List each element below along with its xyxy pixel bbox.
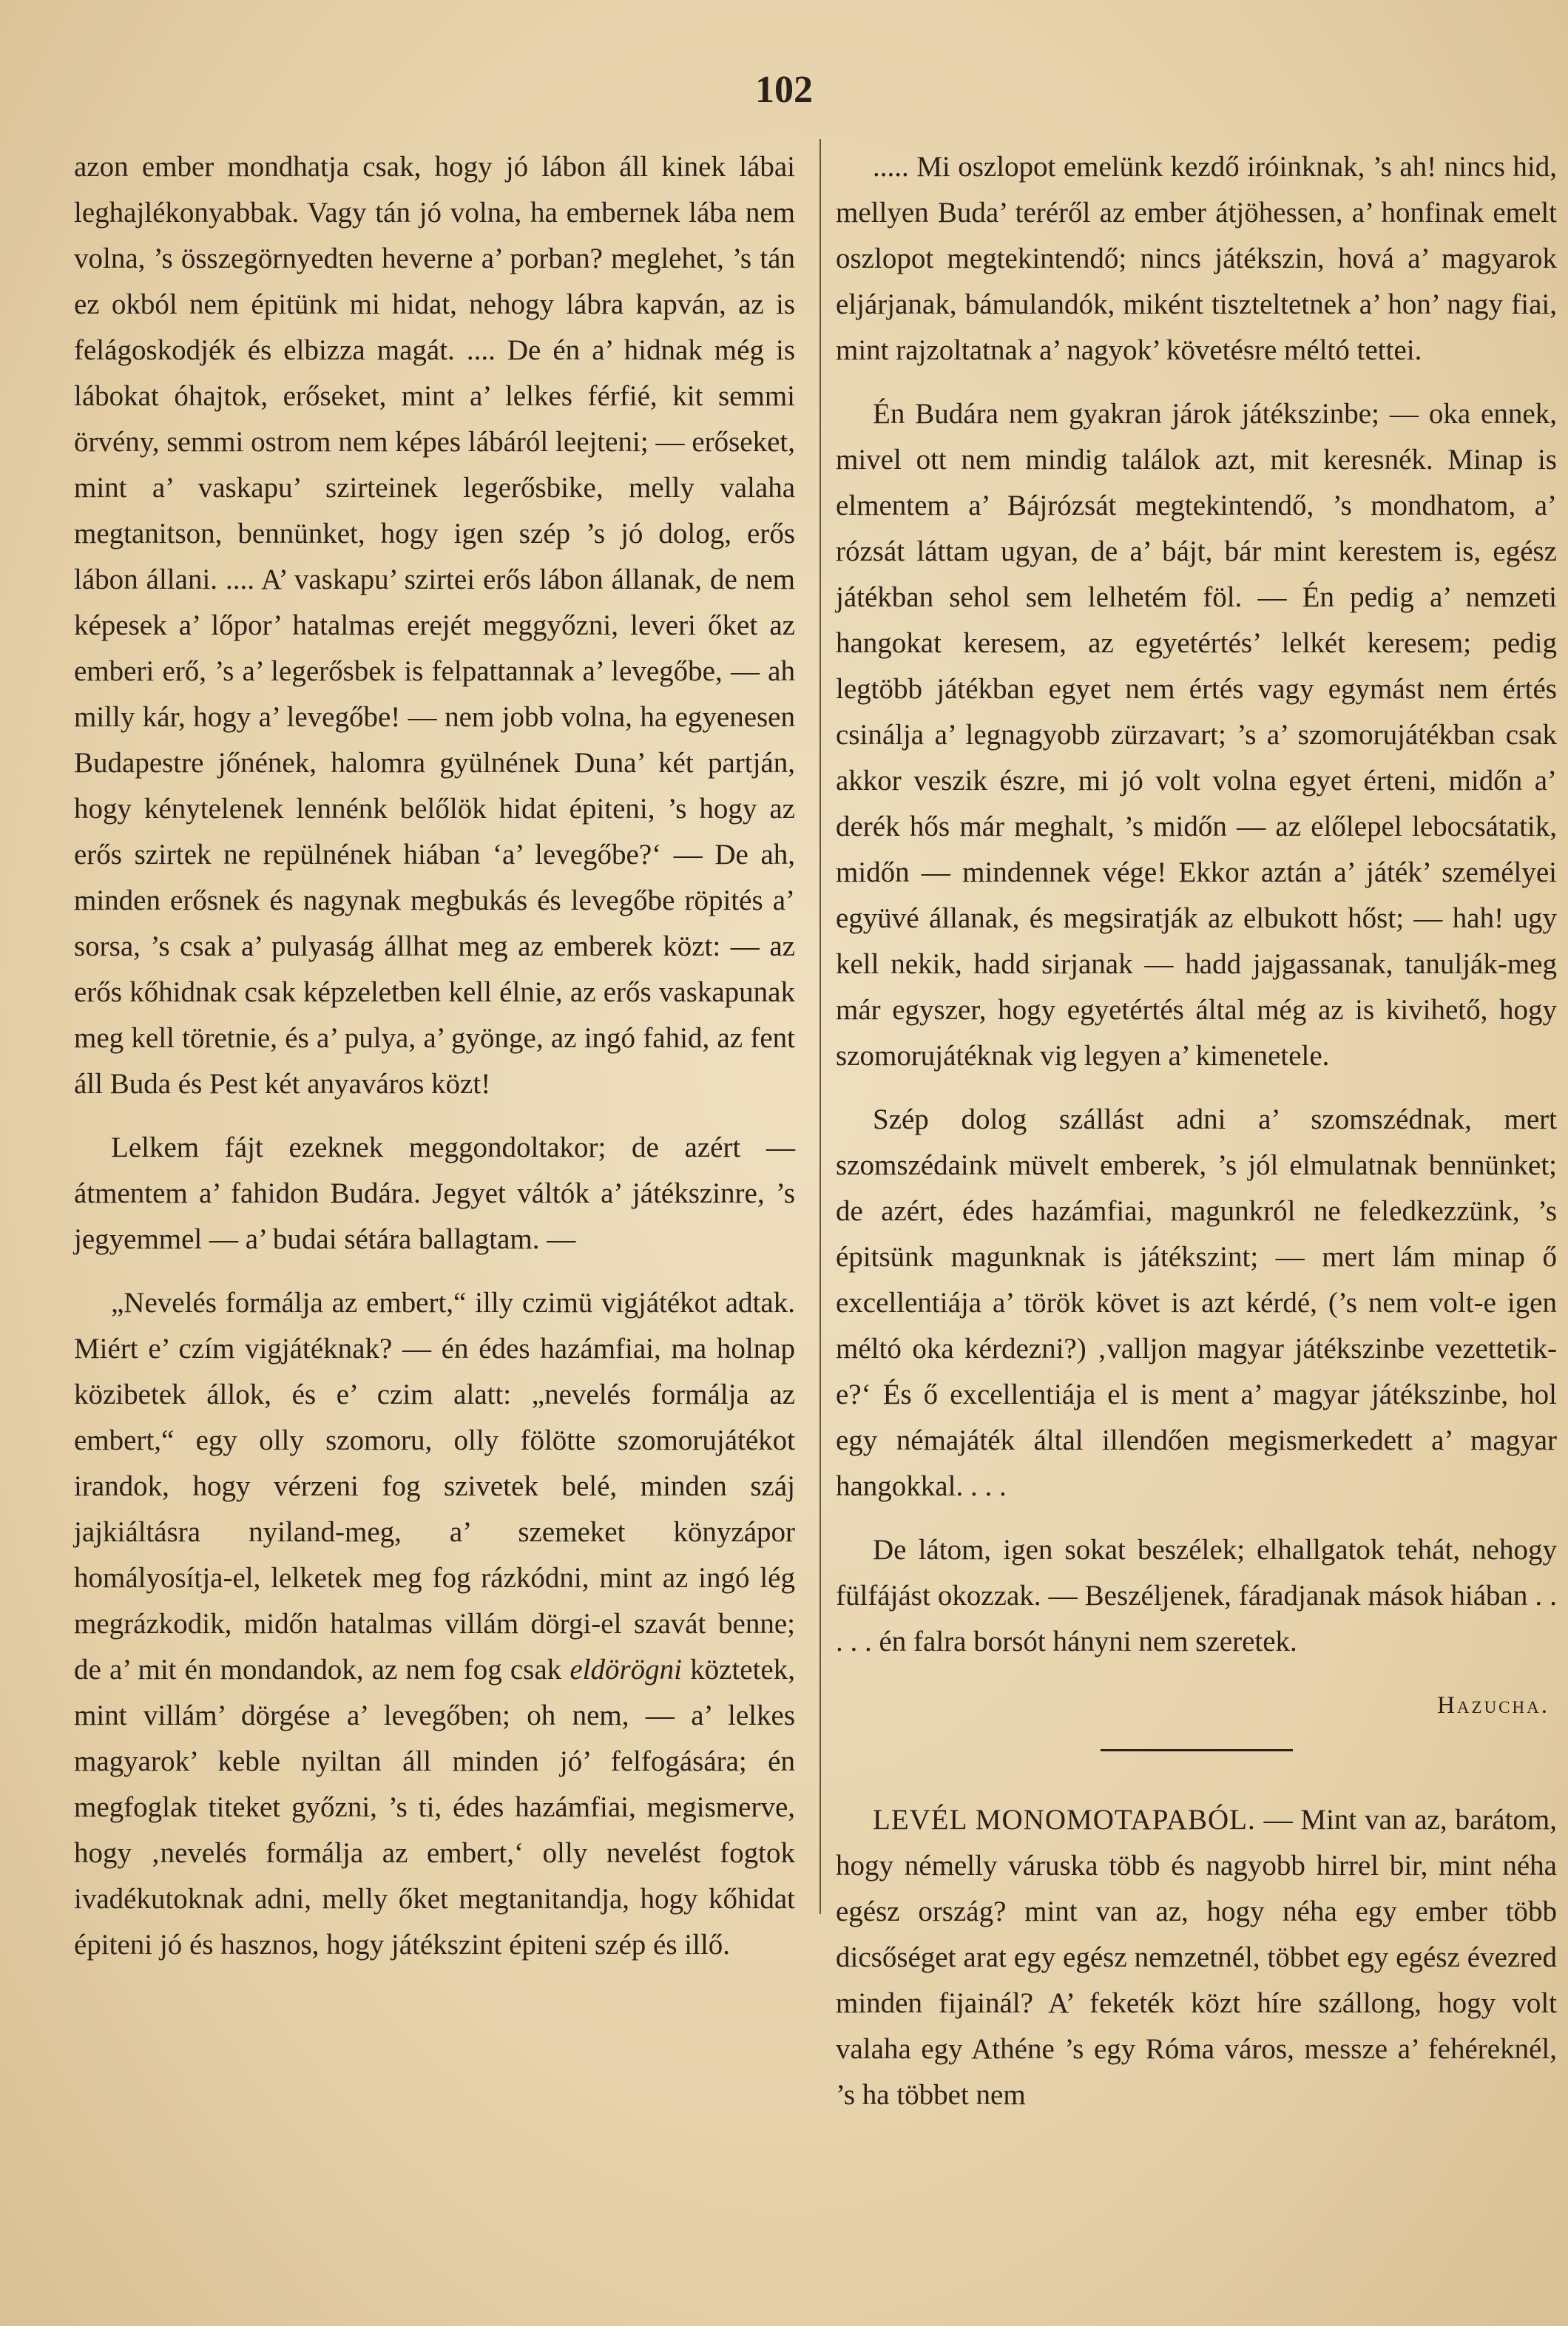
right-paragraph-2: Én Budára nem gyakran járok játékszinbe; — oka ennek, mivel ott nem mindig találok azt, mit keresnék. Minap is elmentem a’ Bájrózsát megtekintendő, ’s mondhatom, a’ rózsát láttam ugyan, de a’ bájt, bár mint kerestem is, egész játékban sehol sem lelhetém föl. — Én pedig a’ nemzeti hangokat keresem, az egyetértés’ lelkét keresem; pedig legtöbb játékban egyet nem értés vagy egymást nem értés csinálja a’ legnagyobb zürzavart; ’s a’ szomorujátékban csak akkor veszik észre, mi jó volt volna egyet érteni, midőn a’ derék hős már meghalt, ’s midőn — az előlepel lebocsátatik, midőn — mindennek vége! Ekkor aztán a’ játék’ személyei együvé állanak, és megsiratják az elbukott hőst; — hah! ugy kell nekik, hadd sirjanak — hadd jajgassanak, tanulják-meg már egyszer, hogy egyetértés által még az is kivihető, hogy szomorujátéknak vig legyen a’ kimenetele. bbox=[836, 398, 1557, 1072]
left-paragraph-3-text: „Nevelés formálja az embert,“ illy czimü vigjátékot adtak. Miért e’ czím vigjátéknak? — én édes hazámfiai, ma holnap közibetek állok, és e’ czim alatt: „nevelés formálja az embert,“ egy olly szomoru, olly fölötte szomorujátékot irandok, hogy vérzeni fog szivetek belé, minden száj jajkiáltásra nyiland-meg, a’ szemeket könyzápor homályosítja-el, lelketek meg fog rázkódni, mint az ingó lég megrázkodik, midőn hatalmas villám dörgi-el szavát benne; de a’ mit én mondandok, az nem fog csak bbox=[74, 1287, 795, 1686]
right-paragraph-1: ..... Mi oszlopot emelünk kezdő iróinknak, ’s ah! nincs hid, mellyen Buda’ teréről az ember átjöhessen, a’ honfinak emelt oszlopot megtekintendő; nincs játékszin, hová a’ magyarok eljárjanak, bámulandók, miként tiszteltetnek a’ hon’ nagy fiai, mint rajzoltatnak a’ nagyok’ követésre méltó tettei. bbox=[836, 151, 1557, 366]
left-paragraph-3 bbox=[74, 1280, 795, 1968]
article-paragraph bbox=[836, 1797, 1557, 2118]
left-paragraph-2: Lelkem fájt ezeknek meggondoltakor; de azért — átmentem a’ fahidon Budára. Jegyet váltók a’ játékszinre, ’s jegyemmel — a’ budai sétára ballagtam. — bbox=[74, 1132, 795, 1255]
emphasis-word: eldörögni bbox=[570, 1654, 682, 1686]
article-text: — Mint van az, barátom, hogy némelly váruska több és nagyobb hirrel bir, mint néha egész ország? mint van az, hogy néha egy ember több dicsőséget arat egy egész nemzetnél, többet egy egész évezred minden fijainál? A’ feketék közt híre szállong, hogy volt valaha egy Athéne ’s egy Róma város, messze a’ fehéreknél, ’s ha többet nem bbox=[836, 1804, 1557, 2111]
article-heading: LEVÉL MONOMOTAPABÓL. bbox=[873, 1804, 1256, 1836]
right-paragraph-4: De látom, igen sokat beszélek; elhallgatok tehát, nehogy fülfájást okozzak. — Beszéljenek, fáradjanak mások hiában . . . . . én falra borsót hányni nem szeretek. bbox=[836, 1534, 1557, 1657]
right-paragraph-3: Szép dolog szállást adni a’ szomszédnak, mert szomszédaink müvelt emberek, ’s jól elmulatnak bennünket; de azért, édes hazámfiai, magunkról ne feledkezzünk, ’s épitsünk magunknak is játékszint; — mert lám minap ő excellentiája a’ török követ is azt kérdé, (’s nem volt-e igen méltó oka kérdezni?) ‚valljon magyar játékszinbe vezettetik-e?‘ És ő excellentiája el is ment a’ magyar játékszinbe, hol egy némajáték által illendően megismerkedett a’ magyar hangokkal. . . . bbox=[836, 1103, 1557, 1502]
section-rule bbox=[1101, 1749, 1293, 1751]
left-column bbox=[74, 144, 795, 1986]
column-divider bbox=[820, 139, 821, 1914]
left-paragraph-3-tail: köztetek, mint villám’ dörgése a’ levegőben; oh nem, — a’ lelkes magyarok’ keble nyiltan áll minden jó’ felfogására; én megfoglak titeket győzni, ’s ti, édes hazámfiai, megismerve, hogy ‚nevelés formálja az embert,‘ olly nevelést fogtok ivadékutoknak adni, melly őket megtanitandja, hogy kőhidat épiteni jó és hasznos, hogy játékszint épiteni szép és illő. bbox=[74, 1654, 795, 1961]
page-number: 102 bbox=[755, 69, 813, 111]
left-paragraph-1: azon ember mondhatja csak, hogy jó lábon áll kinek lábai leghajlékonyabbak. Vagy tán jó volna, ha embernek lába nem volna, ’s összegörnyedten heverne a’ porban? meglehet, ’s tán ez okból nem épitünk mi hidat, nehogy lábra kapván, az is felágoskodjék és elbizza magát. .... De én a’ hidnak még is lábokat óhajtok, erőseket, mint a’ lelkes férfié, kit semmi örvény, semmi ostrom nem képes lábáról leejteni; — erőseket, mint a’ vaskapu’ szirteinek legerősbike, melly valaha megtanitson, bennünket, hogy igen szép ’s jó dolog, erős lábon állani. .... A’ vaskapu’ szirtei erős lábon állanak, de nem képesek a’ lőpor’ hatalmas erejét meggyőzni, leveri őket az emberi erő, ’s a’ legerősbek is felpattannak a’ levegőbe, — ah milly kár, hogy a’ levegőbe! — nem jobb volna, ha egyenesen Budapestre jőnének, halomra gyülnének Duna’ két partján, hogy kénytelenek lennénk belőlök hidat épiteni, ’s hogy az erős szirtek ne repülnének hiában ‘a’ levegőbe?‘ — De ah, minden erősnek és nagynak megbukás és levegőbe röpités a’ sorsa, ’s csak a’ pulyaság állhat meg az emberek közt: — az erős kőhidnak csak képzeletben kell élnie, az erős vaskapunak meg kell töretnie, és a’ pulya, a’ gyönge, az ingó fahid, az fent áll Buda és Pest két anyaváros közt! bbox=[74, 151, 795, 1100]
author-signature: Hazucha. bbox=[1437, 1692, 1550, 1719]
right-column bbox=[836, 144, 1557, 2136]
